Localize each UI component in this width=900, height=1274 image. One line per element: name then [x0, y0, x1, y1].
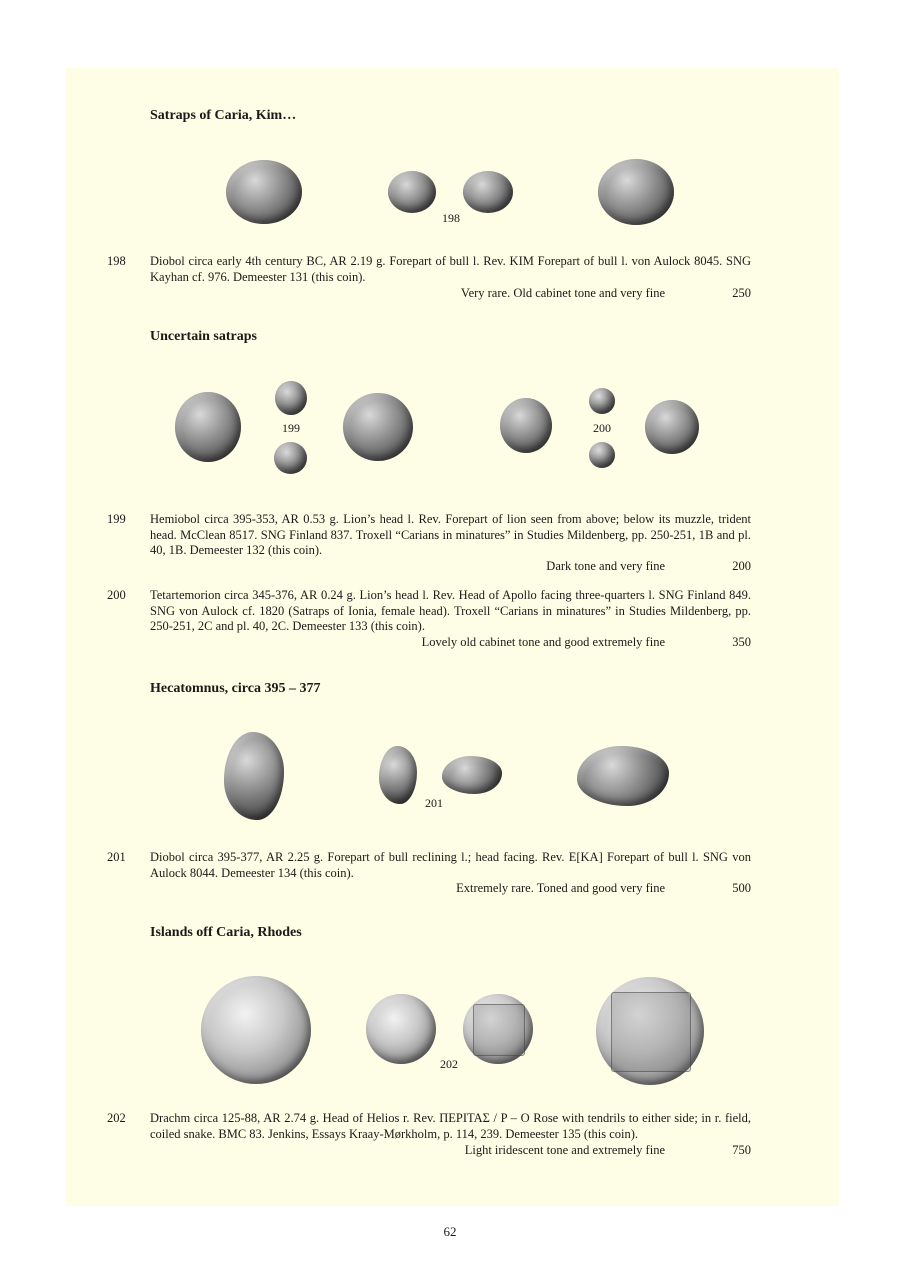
plate-label-202: 202	[440, 1057, 458, 1071]
lot-verdict-201: Extremely rare. Toned and good very fine	[456, 881, 665, 895]
incuse-square	[611, 992, 691, 1072]
coin-image-201-obverse-enlarged	[224, 732, 284, 820]
lot-description-198: Diobol circa early 4th century BC, AR 2.19 g. Forepart of bull l. Rev. KIM Forepart of bull l. von Aulock 8045. SNG Kayhan cf. 976. Demeester 131 (this coin).	[150, 254, 751, 284]
lot-number-201: 201	[107, 850, 126, 864]
lot-verdict-198: Very rare. Old cabinet tone and very fine	[460, 286, 665, 300]
lot-number-199: 199	[107, 512, 126, 526]
plate-label-198: 198	[442, 211, 460, 225]
lot-price-198: 250	[732, 286, 751, 300]
coin-image-198-reverse-enlarged	[598, 159, 674, 225]
coin-image-201-reverse-enlarged	[577, 746, 669, 806]
coin-image-202-reverse	[463, 994, 533, 1064]
coin-image-198-obverse-enlarged	[226, 160, 302, 224]
section-heading-uncertain-satraps: Uncertain satraps	[150, 329, 257, 344]
plate-label-199: 199	[282, 421, 300, 435]
lot-price-201: 500	[732, 881, 751, 895]
plate-label-201: 201	[425, 796, 443, 810]
coin-image-201-obverse	[379, 746, 417, 804]
page-number: 62	[443, 1224, 457, 1239]
plate-label-200: 200	[593, 421, 611, 435]
section-heading-hecatomnus: Hecatomnus, circa 395 – 377	[150, 681, 321, 696]
lot-number-198: 198	[107, 254, 126, 268]
lot-description-200: Tetartemorion circa 345-376, AR 0.24 g. Lion’s head l. Rev. Head of Apollo facing three-quarters l. SNG Finland 849. SNG von Aulock cf. 1820 (Satraps of Ionia, female head). Troxell “Carians in minatures” in Studies Mildenberg, pp. 250-251, 2C and pl. 40, 2C. Demeester 133 (this coin).	[150, 588, 751, 633]
lot-number-200: 200	[107, 588, 126, 602]
lot-price-202: 750	[732, 1143, 751, 1157]
coin-image-202-reverse-enlarged	[596, 977, 704, 1085]
coin-image-198-obverse	[388, 171, 436, 213]
lot-description-202: Drachm circa 125-88, AR 2.74 g. Head of Helios r. Rev. ΠΕΡΙΤΑΣ / P – O Rose with tendrils to either side; in r. field, coiled snake. BMC 83. Jenkins, Essays Kraay-Mørkholm, p. 114, 239. Demeester 135 (this coin).	[150, 1111, 751, 1141]
coin-image-200-obverse-enlarged	[500, 398, 552, 453]
coin-image-198-reverse	[463, 171, 513, 213]
incuse-square	[473, 1004, 525, 1056]
lot-price-199: 200	[732, 559, 751, 573]
coin-image-200-obverse	[589, 388, 615, 414]
lot-verdict-202: Light iridescent tone and extremely fine	[464, 1143, 665, 1157]
coin-image-200-reverse-enlarged	[645, 400, 699, 454]
lot-verdict-200: Lovely old cabinet tone and good extremely fine	[421, 635, 665, 649]
lot-price-200: 350	[732, 635, 751, 649]
coin-image-199-obverse-enlarged	[175, 392, 241, 462]
coin-image-200-reverse	[589, 442, 615, 468]
coin-image-202-obverse	[366, 994, 436, 1064]
section-heading-rhodes: Islands off Caria, Rhodes	[150, 925, 302, 940]
coin-image-199-obverse	[275, 381, 307, 415]
lot-number-202: 202	[107, 1111, 126, 1125]
lot-description-199: Hemiobol circa 395-353, AR 0.53 g. Lion’s head l. Rev. Forepart of lion seen from above; below its muzzle, trident head. McClean 8517. SNG Finland 837. Troxell “Carians in minatures” in Studies Mildenberg, pp. 250-251, 1B and pl. 40, 1B. Demeester 132 (this coin).	[150, 512, 751, 557]
coin-image-199-reverse-enlarged	[343, 393, 413, 461]
lot-description-201: Diobol circa 395-377, AR 2.25 g. Forepart of bull reclining l.; head facing. Rev. E[KA] Forepart of bull l. SNG von Aulock 8044. Demeester 134 (this coin).	[150, 850, 751, 880]
coin-image-202-obverse-enlarged	[201, 976, 311, 1084]
coin-image-199-reverse	[274, 442, 307, 474]
lot-verdict-199: Dark tone and very fine	[546, 559, 665, 573]
coin-image-201-reverse	[442, 756, 502, 794]
section-heading-caria-kim: Satraps of Caria, Kim…	[150, 108, 297, 123]
